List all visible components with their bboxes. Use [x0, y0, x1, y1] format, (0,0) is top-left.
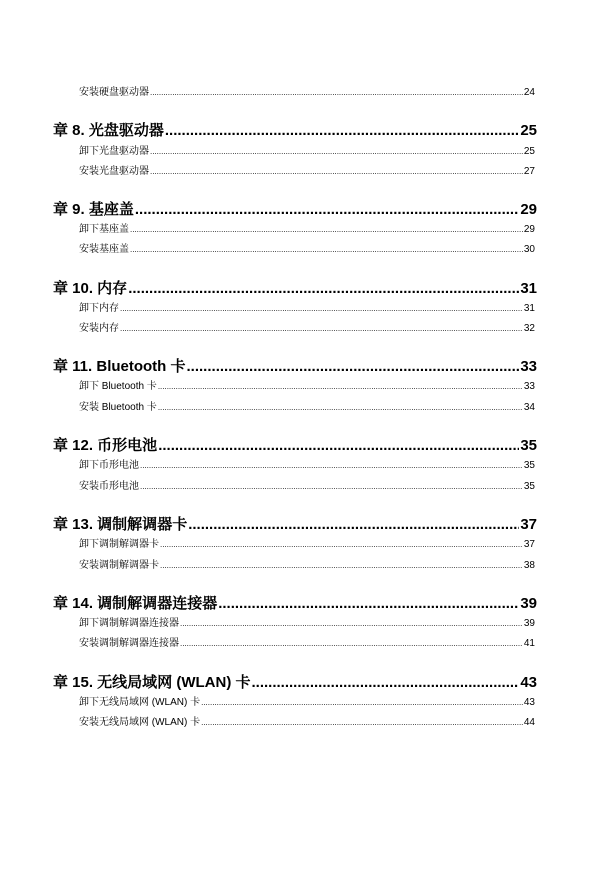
- toc-entry-page: 34: [523, 402, 535, 413]
- chapter-title: 章 15. 无线局域网 (WLAN) 卡: [53, 674, 251, 691]
- dot-leader: [130, 223, 523, 237]
- toc-entry-page: 27: [523, 166, 535, 177]
- dot-leader: [130, 243, 523, 257]
- toc-entry-page: 38: [523, 560, 535, 571]
- dot-leader: [150, 165, 523, 179]
- chapter-page: 25: [520, 122, 537, 139]
- chapter-page: 31: [520, 280, 537, 297]
- toc-chapter-heading[interactable]: [53, 357, 537, 377]
- dot-leader: [252, 673, 520, 693]
- toc-entry-title: 卸下光盘驱动器: [79, 146, 149, 157]
- toc-entry[interactable]: [79, 637, 535, 651]
- toc-chapter-heading[interactable]: [53, 673, 537, 693]
- chapter-page: 43: [520, 674, 537, 691]
- toc-entry-page: 32: [523, 323, 535, 334]
- dot-leader: [218, 594, 519, 614]
- toc-entry[interactable]: [79, 538, 535, 552]
- toc-entry-title: 安装币形电池: [79, 481, 139, 492]
- dot-leader: [160, 538, 523, 552]
- dot-leader: [160, 559, 523, 573]
- chapter-title: 章 11. Bluetooth 卡: [53, 358, 186, 375]
- dot-leader: [140, 480, 523, 494]
- toc-chapter-heading[interactable]: [53, 436, 537, 456]
- chapter-page: 37: [520, 516, 537, 533]
- toc-entry-title: 卸下调制解调器卡: [79, 539, 159, 550]
- toc-entry-title: 安装内存: [79, 323, 119, 334]
- toc-entry-title: 安装 Bluetooth 卡: [79, 402, 157, 413]
- dot-leader: [158, 436, 519, 456]
- dot-leader: [201, 716, 523, 730]
- toc-entry-title: 卸下调制解调器连接器: [79, 618, 179, 629]
- chapter-page: 35: [520, 437, 537, 454]
- toc-entry-title: 安装调制解调器卡: [79, 560, 159, 571]
- toc-chapter-heading[interactable]: [53, 279, 537, 299]
- toc-entry-page: 24: [523, 87, 535, 98]
- toc-entry[interactable]: [79, 322, 535, 336]
- toc-entry-page: 35: [523, 460, 535, 471]
- dot-leader: [135, 200, 519, 220]
- toc-entry[interactable]: [79, 401, 535, 415]
- toc-entry[interactable]: [79, 559, 535, 573]
- toc-entry[interactable]: [79, 459, 535, 473]
- toc-entry-page: 37: [523, 539, 535, 550]
- toc-entry[interactable]: [79, 165, 535, 179]
- dot-leader: [180, 617, 523, 631]
- chapter-title: 章 14. 调制解调器连接器: [53, 595, 218, 612]
- toc-entry-title: 卸下币形电池: [79, 460, 139, 471]
- toc-entry[interactable]: [79, 145, 535, 159]
- dot-leader: [187, 357, 520, 377]
- toc-entry-title: 安装光盘驱动器: [79, 166, 149, 177]
- dot-leader: [140, 459, 523, 473]
- toc-entry-page: 29: [523, 224, 535, 235]
- toc-entry-page: 44: [523, 717, 535, 728]
- chapter-title: 章 13. 调制解调器卡: [53, 516, 188, 533]
- toc-entry-page: 30: [523, 244, 535, 255]
- toc-entry[interactable]: [79, 223, 535, 237]
- dot-leader: [120, 322, 523, 336]
- toc-entry[interactable]: [79, 617, 535, 631]
- toc-entry-title: 安装基座盖: [79, 244, 129, 255]
- dot-leader: [201, 696, 523, 710]
- toc-entry[interactable]: [79, 86, 535, 100]
- dot-leader: [128, 279, 519, 299]
- toc-entry[interactable]: [79, 380, 535, 394]
- toc-entry-title: 卸下内存: [79, 303, 119, 314]
- toc-chapter-heading[interactable]: [53, 594, 537, 614]
- chapter-title: 章 9. 基座盖: [53, 201, 134, 218]
- toc-entry-title: 安装硬盘驱动器: [79, 87, 149, 98]
- dot-leader: [150, 145, 523, 159]
- toc-entry-title: 卸下 Bluetooth 卡: [79, 381, 157, 392]
- toc-entry-page: 33: [523, 381, 535, 392]
- toc-entry[interactable]: [79, 716, 535, 730]
- toc-entry-page: 25: [523, 146, 535, 157]
- dot-leader: [158, 401, 523, 415]
- toc-entry[interactable]: [79, 243, 535, 257]
- chapter-page: 29: [520, 201, 537, 218]
- chapter-page: 39: [520, 595, 537, 612]
- toc-entry-page: 35: [523, 481, 535, 492]
- toc-entry-page: 41: [523, 638, 535, 649]
- toc-entry[interactable]: [79, 302, 535, 316]
- toc-entry-page: 43: [523, 697, 535, 708]
- toc-entry[interactable]: [79, 480, 535, 494]
- toc-entry-page: 39: [523, 618, 535, 629]
- dot-leader: [165, 121, 519, 141]
- toc-entry-title: 卸下基座盖: [79, 224, 129, 235]
- dot-leader: [150, 86, 523, 100]
- toc-chapter-heading[interactable]: [53, 515, 537, 535]
- toc-entry-page: 31: [523, 303, 535, 314]
- toc-entry-title: 卸下无线局域网 (WLAN) 卡: [79, 697, 201, 708]
- chapter-page: 33: [520, 358, 537, 375]
- toc-entry-title: 安装无线局域网 (WLAN) 卡: [79, 717, 201, 728]
- toc-entry[interactable]: [79, 696, 535, 710]
- dot-leader: [120, 302, 523, 316]
- toc-chapter-heading[interactable]: [53, 121, 537, 141]
- dot-leader: [188, 515, 519, 535]
- toc-chapter-heading[interactable]: [53, 200, 537, 220]
- chapter-title: 章 12. 币形电池: [53, 437, 158, 454]
- dot-leader: [158, 380, 523, 394]
- dot-leader: [180, 637, 523, 651]
- chapter-title: 章 10. 内存: [53, 280, 128, 297]
- toc-entry-title: 安装调制解调器连接器: [79, 638, 179, 649]
- chapter-title: 章 8. 光盘驱动器: [53, 122, 164, 139]
